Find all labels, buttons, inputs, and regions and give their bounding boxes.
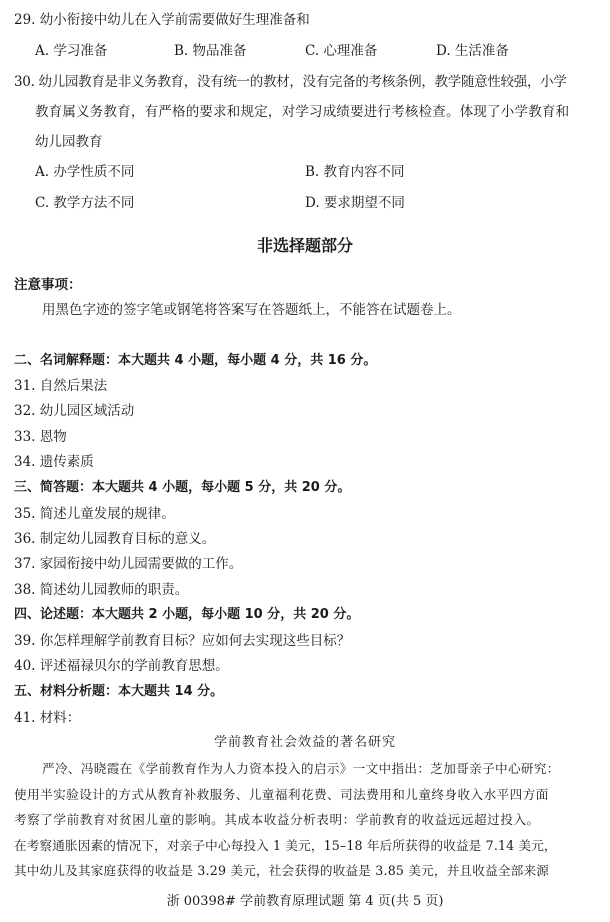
notice-body: 用黑色字迹的签字笔或钢笔将答案写在答题纸上，不能答在试题卷上。 [42,302,461,318]
question-29-stem: 29. 幼小衔接中幼儿在入学前需要做好生理准备和 [14,12,310,28]
q29-option-c: C. 心理准备 [305,43,378,59]
q30-option-d: D. 要求期望不同 [305,195,405,211]
question-30-stem-line-2: 教育属义务教育，有严格的要求和规定，对学习成绩要进行考核检查。体现了小学教育和 [35,104,570,120]
question-30-stem-line-3: 幼儿园教育 [35,134,103,150]
question-35: 35. 简述儿童发展的规律。 [14,506,175,522]
q30-option-b: B. 教育内容不同 [305,164,405,180]
question-36: 36. 制定幼儿园教育目标的意义。 [14,531,216,547]
article-line-2: 使用半实验设计的方式从教育补救服务、儿童福利花费、司法费用和儿童终身收入水平四方面 [14,787,549,802]
question-34: 34. 遗传素质 [14,454,94,470]
question-32: 32. 幼儿园区域活动 [14,403,135,419]
section-5-heading: 五、材料分析题：本大题共 14 分。 [14,684,224,699]
q29-option-d: D. 生活准备 [436,43,509,59]
q29-option-b: B. 物品准备 [174,43,247,59]
article-line-5: 其中幼儿及其家庭获得的收益是 3.29 美元，社会获得的收益是 3.85 美元，并且收益全部来源 [14,863,550,878]
question-41-label: 41. 材料： [14,710,81,726]
section-2-heading: 二、名词解释题：本大题共 4 小题，每小题 4 分，共 16 分。 [14,353,377,368]
article-title: 学前教育社会效益的著名研究 [213,735,396,750]
q30-option-c: C. 教学方法不同 [35,195,135,211]
notice-title: 注意事项： [14,277,82,293]
article-line-4: 在考察通胀因素的情况下，对亲子中心每投入 1 美元，15–18 年后所获得的收益是 7.14 美元， [14,838,557,853]
question-37: 37. 家园衔接中幼儿园需要做的工作。 [14,556,243,572]
non-choice-part-title: 非选择题部分 [256,236,353,255]
question-40: 40. 评述福禄贝尔的学前教育思想。 [14,658,229,674]
section-3-heading: 三、简答题：本大题共 4 小题，每小题 5 分，共 20 分。 [14,480,351,495]
section-4-heading: 四、论述题：本大题共 2 小题，每小题 10 分，共 20 分。 [14,607,360,622]
page-footer: 浙 00398# 学前教育原理试题 第 4 页(共 5 页) [166,894,444,909]
article-line-3: 考察了学前教育对贫困儿童的影响。其成本收益分析表明：学前教育的收益远远超过投入。 [14,812,540,827]
article-line-1: 严冷、冯晓霞在《学前教育作为人力资本投入的启示》一文中指出：芝加哥亲子中心研究： [42,761,560,776]
question-30-stem-line-1: 30. 幼儿园教育是非义务教育，没有统一的教材，没有完备的考核条例，教学随意性较强，小学 [14,74,567,90]
q30-option-a: A. 办学性质不同 [35,164,135,180]
question-33: 33. 恩物 [14,429,67,445]
question-31: 31. 自然后果法 [14,378,108,394]
question-39: 39. 你怎样理解学前教育目标？应如何去实现这些目标？ [14,633,351,649]
question-38: 38. 简述幼儿园教师的职责。 [14,582,189,598]
q29-option-a: A. 学习准备 [35,43,108,59]
